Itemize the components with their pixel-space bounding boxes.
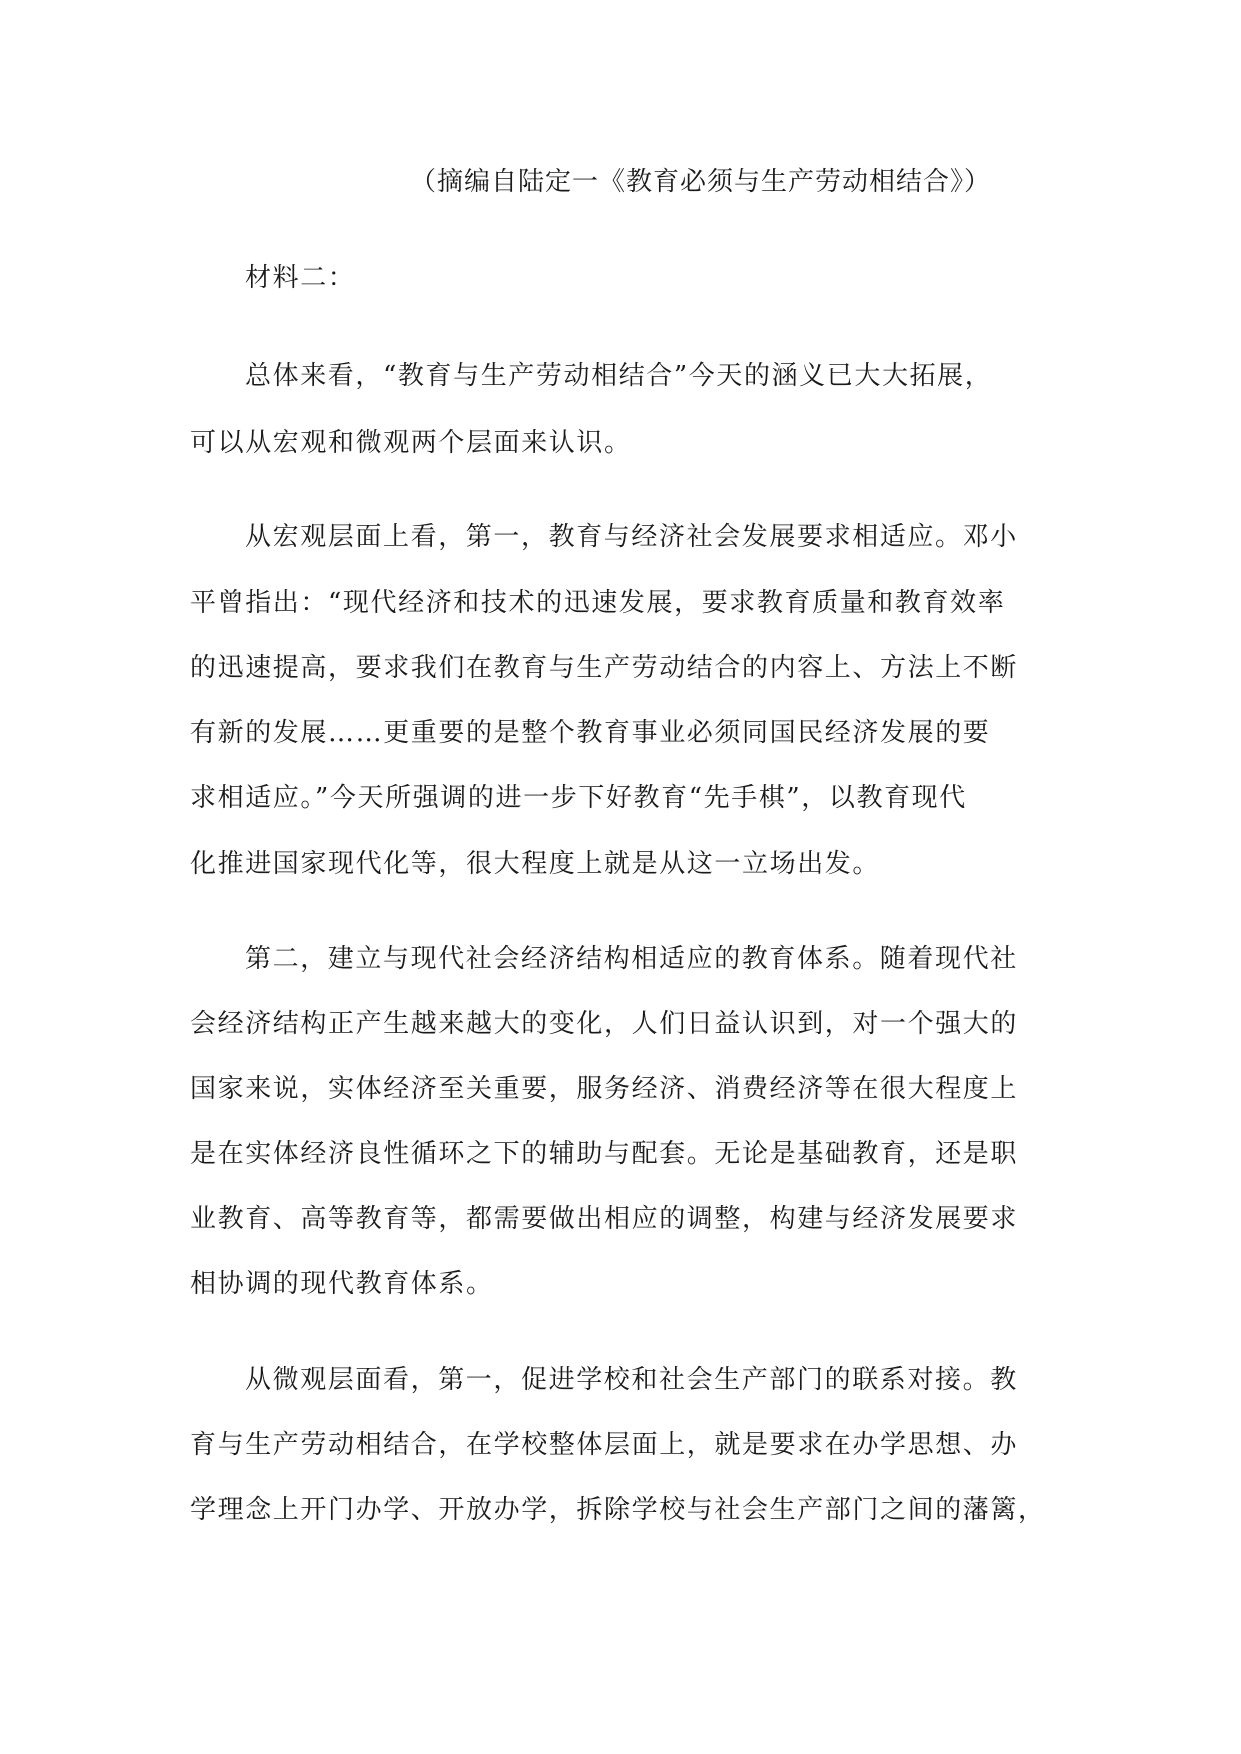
paragraph-2-line-5: 求相适应。”今天所强调的进一步下好教育“先手棋”，以教育现代 bbox=[190, 783, 967, 813]
section-label: 材料二： bbox=[245, 263, 356, 293]
paragraph-3-line-3: 国家来说，实体经济至关重要，服务经济、消费经济等在很大程度上 bbox=[190, 1074, 1019, 1104]
paragraph-2-line-6: 化推进国家现代化等，很大程度上就是从这一立场出发。 bbox=[190, 849, 881, 879]
paragraph-3-line-5: 业教育、高等教育等，都需要做出相应的调整，构建与经济发展要求 bbox=[190, 1204, 1019, 1234]
paragraph-1-line-2: 可以从宏观和微观两个层面来认识。 bbox=[190, 428, 632, 458]
paragraph-3-line-1: 第二，建立与现代社会经济结构相适应的教育体系。随着现代社 bbox=[245, 944, 1018, 974]
paragraph-2-line-3: 的迅速提高，要求我们在教育与生产劳动结合的内容上、方法上不断 bbox=[190, 653, 1019, 683]
paragraph-1-line-1: 总体来看，“教育与生产劳动相结合”今天的涵义已大大拓展， bbox=[245, 361, 993, 391]
paragraph-4-line-3: 学理念上开门办学、开放办学，拆除学校与社会生产部门之间的藩篱， bbox=[190, 1495, 1046, 1525]
paragraph-4-line-2: 育与生产劳动相结合，在学校整体层面上，就是要求在办学思想、办 bbox=[190, 1430, 1019, 1460]
paragraph-4-line-1: 从微观层面看，第一，促进学校和社会生产部门的联系对接。教 bbox=[245, 1365, 1018, 1395]
paragraph-2-line-4: 有新的发展……更重要的是整个教育事业必须同国民经济发展的要 bbox=[190, 718, 991, 748]
paragraph-2-line-1: 从宏观层面上看，第一，教育与经济社会发展要求相适应。邓小 bbox=[245, 522, 1018, 552]
paragraph-2-line-2: 平曾指出：“现代经济和技术的迅速发展，要求教育质量和教育效率 bbox=[190, 588, 1006, 618]
paragraph-3-line-2: 会经济结构正产生越来越大的变化，人们日益认识到，对一个强大的 bbox=[190, 1009, 1019, 1039]
paragraph-3-line-4: 是在实体经济良性循环之下的辅助与配套。无论是基础教育，还是职 bbox=[190, 1139, 1019, 1169]
paragraph-3-line-6: 相协调的现代教育体系。 bbox=[190, 1269, 494, 1299]
source-citation: （摘编自陆定一《教育必须与生产劳动相结合》） bbox=[410, 167, 992, 197]
